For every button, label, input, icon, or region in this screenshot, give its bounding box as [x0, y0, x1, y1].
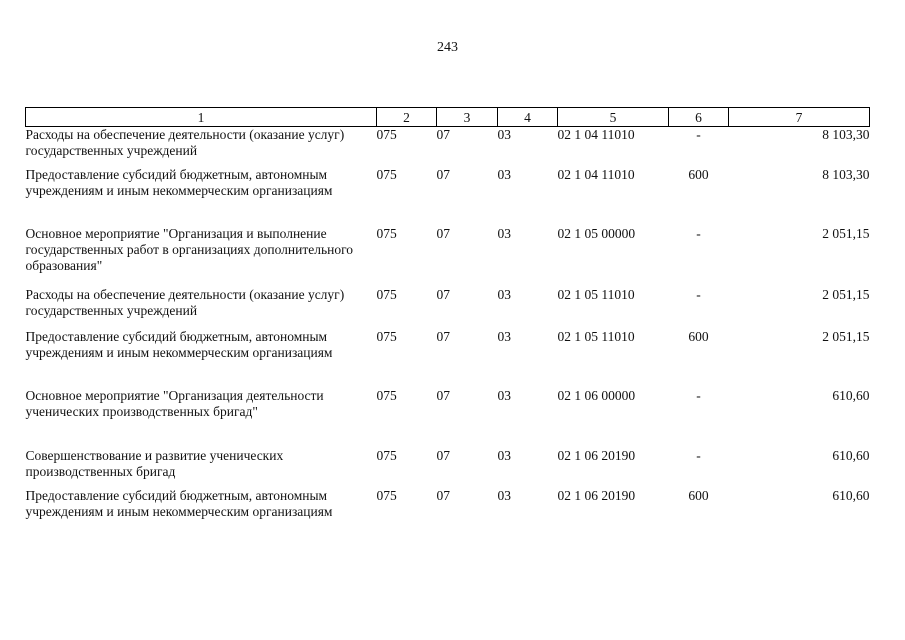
- column-header: 4: [498, 108, 558, 127]
- row-target-code: 02 1 06 00000: [557, 387, 636, 403]
- row-subsection: 03: [497, 387, 511, 403]
- budget-table: [25, 107, 870, 528]
- row-expense-type: -: [696, 387, 701, 403]
- table-row: [26, 127, 870, 167]
- row-name: Предоставление субсидий бюджетным, автономным учреждениям и иным некоммерческим организациям: [25, 328, 333, 360]
- table-row: [26, 488, 870, 528]
- row-expense-type: 600: [688, 487, 709, 503]
- row-subsection: 03: [497, 447, 511, 463]
- row-subsection: 03: [497, 487, 511, 503]
- row-name: Предоставление субсидий бюджетным, автономным учреждениям и иным некоммерческим организациям: [25, 487, 333, 519]
- row-amount: 610,60: [832, 447, 870, 463]
- row-name: Расходы на обеспечение деятельности (оказание услуг) государственных учреждений: [25, 127, 345, 158]
- row-target-code: 02 1 05 00000: [557, 225, 636, 241]
- row-target-code: 02 1 06 20190: [557, 487, 636, 503]
- table-header-row: [26, 108, 870, 127]
- row-code: 075: [376, 487, 397, 503]
- row-subsection: 03: [497, 166, 511, 182]
- row-target-code: 02 1 04 11010: [557, 127, 635, 142]
- table-row: [26, 448, 870, 488]
- table-row: [26, 388, 870, 448]
- row-section: 07: [436, 286, 450, 302]
- column-header: 7: [729, 108, 870, 127]
- row-subsection: 03: [497, 286, 511, 302]
- row-expense-type: -: [696, 225, 701, 241]
- table-row: [26, 226, 870, 287]
- row-expense-type: 600: [688, 166, 709, 182]
- page-number: 243: [437, 40, 458, 55]
- row-target-code: 02 1 04 11010: [557, 166, 635, 182]
- row-name: Основное мероприятие "Организация и выполнение государственных работ в организациях дополнительного образования": [25, 225, 354, 273]
- row-amount: 8 103,30: [822, 166, 870, 182]
- row-section: 07: [436, 166, 450, 182]
- row-code: 075: [376, 127, 397, 142]
- row-amount: 610,60: [832, 487, 870, 503]
- row-expense-type: -: [696, 286, 701, 302]
- row-name: Расходы на обеспечение деятельности (оказание услуг) государственных учреждений: [25, 286, 345, 318]
- row-section: 07: [436, 487, 450, 503]
- row-code: 075: [376, 166, 397, 182]
- row-expense-type: 600: [688, 328, 709, 344]
- column-header: 2: [377, 108, 437, 127]
- row-code: 075: [376, 286, 397, 302]
- row-amount: 610,60: [832, 387, 870, 403]
- row-subsection: 03: [497, 225, 511, 241]
- row-section: 07: [436, 387, 450, 403]
- row-amount: 2 051,15: [822, 225, 870, 241]
- column-header: 1: [26, 108, 377, 127]
- row-amount: 2 051,15: [822, 328, 870, 344]
- row-expense-type: -: [696, 127, 701, 142]
- row-code: 075: [376, 225, 397, 241]
- row-target-code: 02 1 06 20190: [557, 447, 636, 463]
- column-header: 5: [558, 108, 669, 127]
- row-section: 07: [436, 127, 450, 142]
- table-row: [26, 287, 870, 329]
- row-code: 075: [376, 328, 397, 344]
- row-amount: 2 051,15: [822, 286, 870, 302]
- table-row: [26, 167, 870, 226]
- row-name: Основное мероприятие "Организация деятельности ученических производственных бригад": [25, 387, 324, 419]
- row-subsection: 03: [497, 127, 511, 142]
- table-row: [26, 329, 870, 388]
- column-header: 6: [669, 108, 729, 127]
- row-section: 07: [436, 447, 450, 463]
- row-target-code: 02 1 05 11010: [557, 286, 635, 302]
- row-code: 075: [376, 387, 397, 403]
- row-name: Совершенствование и развитие ученических производственных бригад: [25, 447, 284, 479]
- row-expense-type: -: [696, 447, 701, 463]
- row-section: 07: [436, 225, 450, 241]
- row-code: 075: [376, 447, 397, 463]
- row-section: 07: [436, 328, 450, 344]
- row-name: Предоставление субсидий бюджетным, автономным учреждениям и иным некоммерческим организациям: [25, 166, 333, 198]
- row-amount: 8 103,30: [822, 127, 870, 142]
- row-target-code: 02 1 05 11010: [557, 328, 635, 344]
- column-header: 3: [437, 108, 498, 127]
- row-subsection: 03: [497, 328, 511, 344]
